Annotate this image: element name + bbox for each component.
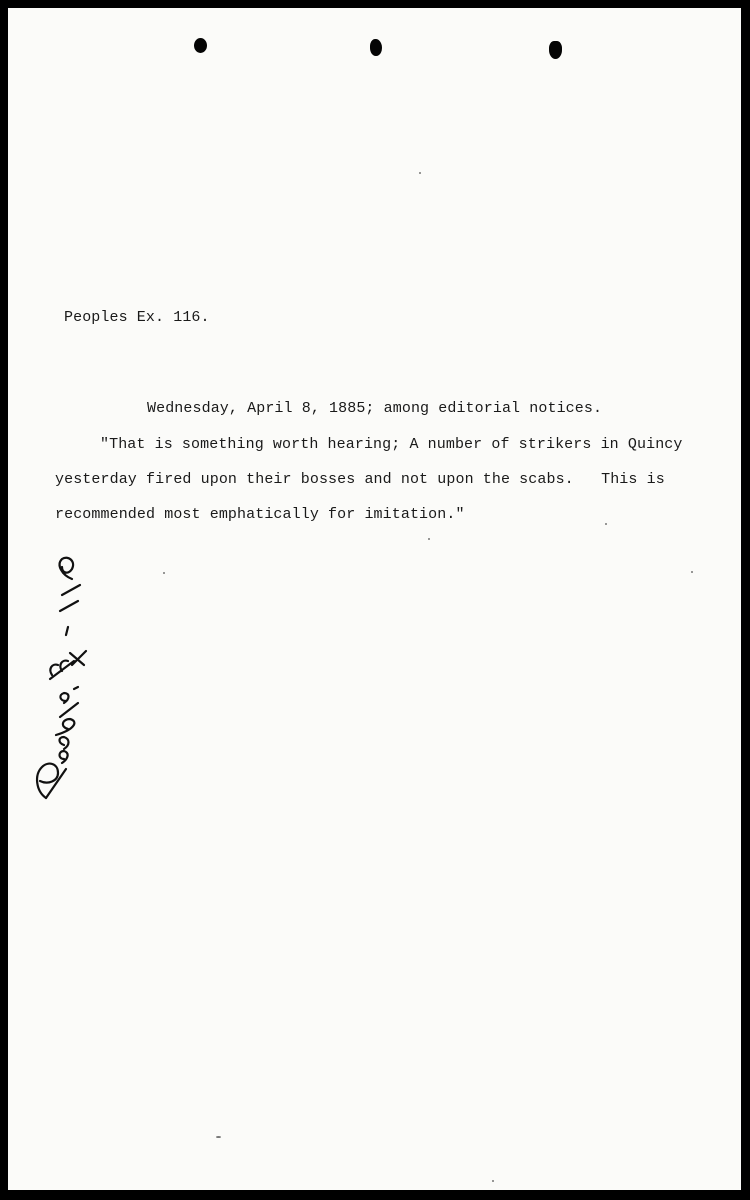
- handwritten-margin-note: [22, 553, 92, 803]
- punch-hole-center: [370, 39, 382, 56]
- exhibit-label: Peoples Ex. 116.: [64, 309, 210, 326]
- paper-speck: [428, 538, 430, 540]
- quote-line-3: recommended most emphatically for imitation.": [55, 506, 465, 523]
- paper-speck: [605, 523, 607, 525]
- paper-speck: [492, 1180, 494, 1182]
- quote-line-1: "That is something worth hearing; A number of strikers in Quincy: [100, 436, 683, 453]
- paper-speck: [216, 1136, 221, 1138]
- date-line: Wednesday, April 8, 1885; among editorial notices.: [147, 400, 603, 417]
- quote-line-2: yesterday fired upon their bosses and not upon the scabs. This is: [55, 471, 665, 488]
- paper-speck: [419, 172, 421, 174]
- paper-speck: [691, 571, 693, 573]
- punch-hole-left: [194, 38, 207, 53]
- document-page: [8, 8, 741, 1190]
- paper-speck: [163, 572, 165, 574]
- punch-hole-right: [549, 41, 562, 59]
